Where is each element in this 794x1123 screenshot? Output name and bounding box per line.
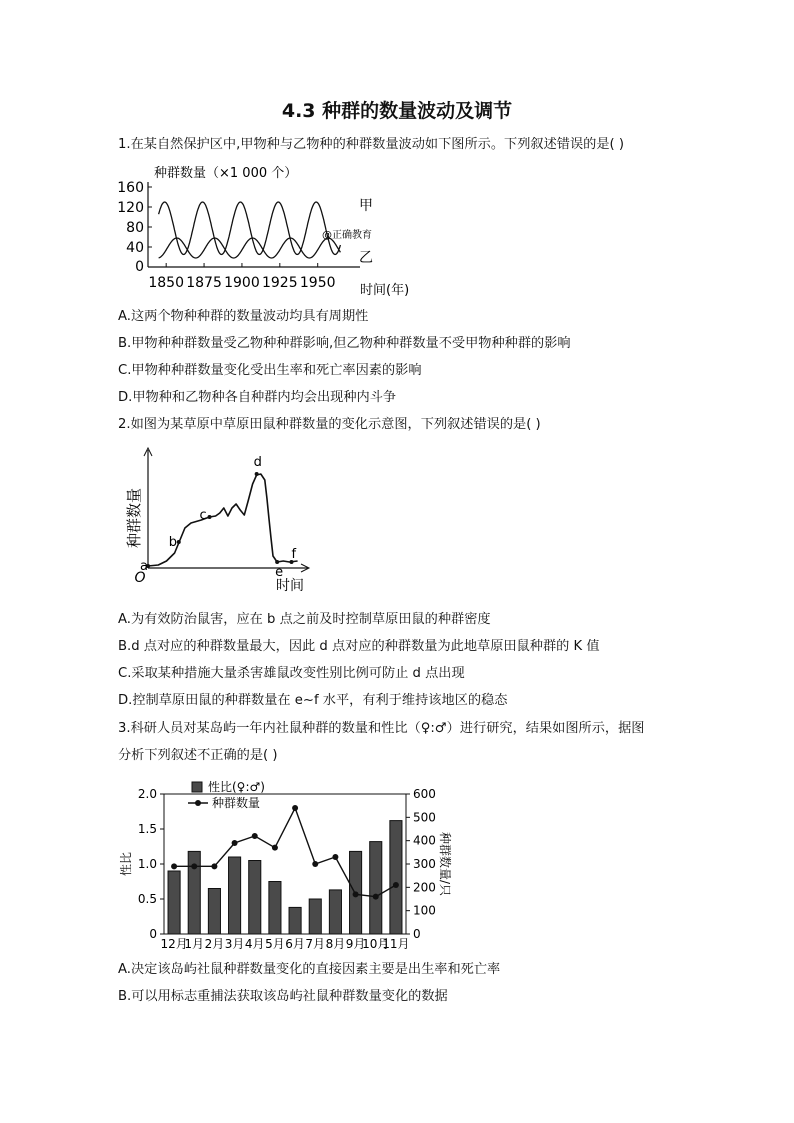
chart-3-right-tick-label: 400 (413, 833, 436, 848)
chart-1-y-tick-label: 160 (117, 180, 144, 196)
page-title: 4.3 种群的数量波动及调节 (281, 100, 513, 122)
chart-3-left-tick-label: 1.5 (137, 822, 157, 836)
chart-3-legend-bar-label: 性比(♀:♂) (208, 780, 265, 794)
chart-3-left-tick-label: 1.0 (137, 857, 157, 871)
q1-stem: 1.在某自然保护区中,甲物种与乙物种的种群数量波动如下图所示。下列叙述错误的是( ) (118, 137, 625, 152)
chart-3-right-tick-label: 0 (413, 927, 421, 941)
chart-1-x-tick-label: 1900 (224, 275, 260, 291)
chart-3-bar (370, 842, 382, 934)
chart-3-bar (208, 889, 220, 935)
q2-option-c: C.采取某种措施大量杀害雄鼠改变性别比例可防止 d 点出现 (118, 666, 465, 681)
chart-2-point-label: b (168, 535, 178, 550)
chart-2-ylabel: 种群数量 (125, 487, 143, 549)
q2-option-b: B.d 点对应的种群数量最大，因此 d 点对应的种群数量为此地草原田鼠种群的 K 值 (118, 639, 600, 654)
chart-3-right-tick-label: 100 (413, 903, 436, 918)
q1-option-c: C.甲物种种群数量变化受出生率和死亡率因素的影响 (118, 363, 422, 378)
chart-3-x-tick-label: 5月 (265, 937, 285, 951)
chart-1-ylabel: 种群数量（×1 000 个） (154, 166, 298, 181)
chart-3-bar (329, 890, 341, 934)
chart-1-series-label: 乙 (359, 250, 373, 266)
q3-stem-line2: 分析下列叙述不正确的是( ) (118, 748, 278, 763)
chart-1-y-tick-label: 0 (135, 259, 144, 275)
chart-3-right-tick-label: 200 (413, 880, 436, 895)
chart-3-line-point (312, 861, 318, 867)
chart-1-series-line-2 (159, 238, 341, 258)
chart-1-watermark: @正确教育 (322, 230, 372, 241)
chart-3-left-tick-label: 2.0 (137, 787, 157, 801)
chart-1-y-tick-label: 40 (126, 240, 144, 256)
chart-3-line-point (171, 863, 177, 869)
chart-2-curve (148, 474, 298, 566)
chart-2-point (208, 515, 212, 519)
chart-1-x-tick-label: 1875 (186, 275, 222, 291)
chart-1-y-tick-label: 80 (126, 220, 144, 236)
chart-3-legend-line-label: 种群数量 (212, 796, 261, 810)
q3-option-a: A.决定该岛屿社鼠种群数量变化的直接因素主要是出生率和死亡率 (118, 962, 501, 977)
chart-3-x-tick-label: 7月 (305, 937, 326, 951)
chart-3-left-label: 性比 (119, 851, 133, 877)
chart-2-point-label: a (140, 559, 148, 574)
chart-3-bar (229, 857, 241, 934)
chart-3-right-tick-label: 600 (413, 787, 436, 801)
chart-2-point-label: e (275, 565, 284, 580)
chart-3-left-tick-label: 0 (149, 927, 157, 941)
chart-1 (118, 160, 408, 300)
chart-3-line-point (191, 863, 197, 869)
chart-2-xlabel: 时间 (276, 578, 304, 594)
chart-3-bar (309, 899, 321, 934)
chart-3-x-tick-label: 1月 (184, 937, 205, 951)
chart-3-bar (289, 907, 301, 934)
chart-3-x-tick-label: 3月 (224, 937, 245, 951)
q2-option-a: A.为有效防治鼠害，应在 b 点之前及时控制草原田鼠的种群密度 (118, 612, 491, 627)
chart-3-x-tick-label: 2月 (204, 937, 225, 951)
chart-1-x-tick-label: 1850 (148, 275, 185, 291)
chart-1-x-tick-label: 1950 (299, 275, 336, 291)
chart-1-series-label: 甲 (359, 198, 373, 214)
chart-3-line-point (332, 854, 338, 860)
q2-stem: 2.如图为某草原中草原田鼠种群数量的变化示意图，下列叙述错误的是( ) (118, 417, 541, 432)
chart-3-bar (390, 821, 402, 934)
chart-3 (118, 778, 452, 953)
chart-2-point-label: c (199, 508, 207, 523)
q2-option-d: D.控制草原田鼠的种群数量在 e~f 水平，有利于维持该地区的稳态 (118, 693, 508, 708)
chart-3-bar (168, 871, 180, 934)
chart-2-point-label: d (253, 455, 262, 470)
chart-3-line-point (292, 805, 298, 811)
q1-option-a: A.这两个物种种群的数量波动均具有周期性 (118, 309, 369, 324)
chart-2-origin: O (134, 570, 146, 586)
chart-3-left-tick-label: 0.5 (137, 892, 157, 906)
chart-2 (118, 442, 318, 597)
chart-3-line-point (272, 845, 278, 851)
chart-3-right-tick-label: 300 (413, 857, 436, 871)
chart-2-point (255, 472, 259, 476)
chart-3-x-tick-label: 6月 (285, 937, 305, 951)
q3-option-b: B.可以用标志重捕法获取该岛屿社鼠种群数量变化的数据 (118, 989, 448, 1004)
chart-3-x-tick-label: 9月 (345, 937, 366, 951)
chart-1-x-tick-label: 1925 (261, 275, 298, 291)
chart-3-legend-bar-swatch (192, 782, 202, 792)
chart-3-line (174, 808, 396, 897)
chart-2-point (177, 540, 181, 544)
chart-1-xlabel: 时间(年) (360, 283, 410, 298)
chart-1-y-tick-label: 120 (117, 200, 144, 216)
q3-stem-line1: 3.科研人员对某岛屿一年内社鼠种群的数量和性比（♀:♂）进行研究，结果如图所示，据图 (118, 721, 645, 736)
chart-2-point (275, 560, 279, 564)
chart-3-x-tick-label: 12月 (160, 937, 188, 951)
chart-3-line-point (252, 833, 258, 839)
chart-3-bar (249, 861, 261, 935)
chart-3-legend-line-marker (195, 800, 201, 806)
chart-3-right-label: 种群数量/只 (438, 831, 452, 897)
chart-3-line-point (353, 891, 359, 897)
chart-3-bar (269, 882, 281, 935)
chart-3-x-tick-label: 4月 (244, 937, 265, 951)
chart-3-line-point (232, 840, 238, 846)
chart-3-line-point (211, 863, 217, 869)
chart-3-right-tick-label: 500 (413, 810, 436, 825)
chart-3-x-tick-label: 10月 (362, 937, 390, 951)
chart-3-x-tick-label: 11月 (382, 937, 410, 951)
q1-option-d: D.甲物种和乙物种各自种群内均会出现种内斗争 (118, 390, 397, 405)
q1-option-b: B.甲物种种群数量受乙物种种群影响,但乙物种种群数量不受甲物种种群的影响 (118, 336, 571, 351)
chart-2-point-label: f (291, 547, 297, 562)
chart-3-line-point (373, 894, 379, 900)
chart-3-x-tick-label: 8月 (325, 937, 346, 951)
chart-3-line-point (393, 882, 399, 888)
